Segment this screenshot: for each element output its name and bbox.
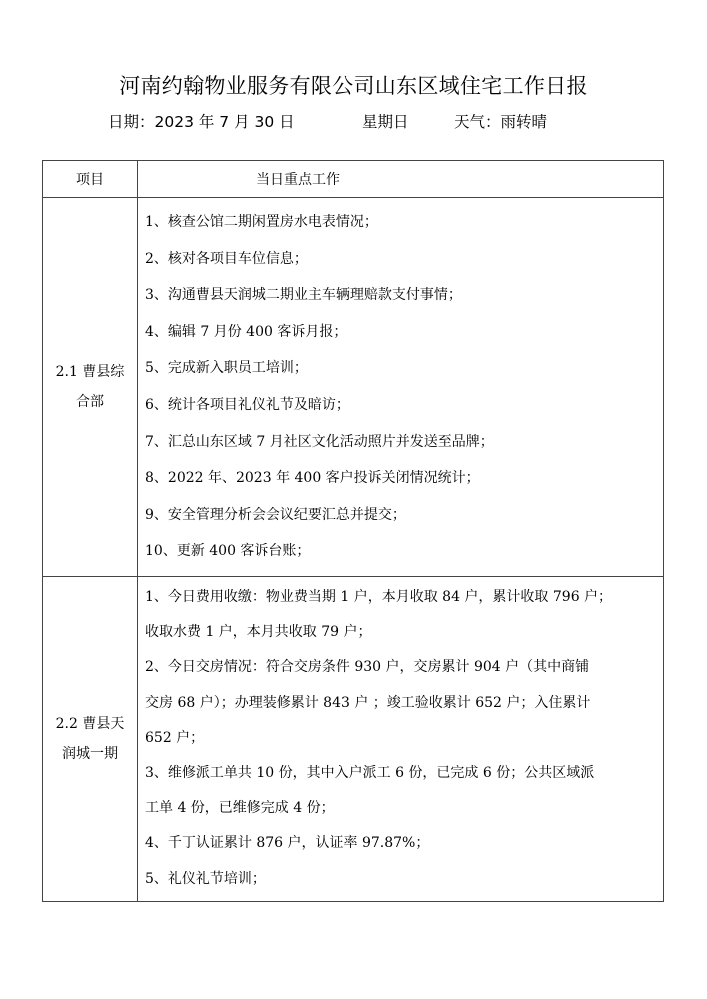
work-line: 4、编辑 7 月份 400 客诉月报； <box>145 323 348 340</box>
header-key-work: 当日重点工作 <box>138 161 664 198</box>
work-line: 10、更新 400 客诉台账； <box>145 543 311 560</box>
table-row <box>43 198 664 577</box>
work-line: 5、完成新入职员工培训； <box>145 360 308 377</box>
table-header-row <box>43 161 664 198</box>
table-row <box>43 576 664 901</box>
work-line: 交房 68 户）；办理装修累计 843 户 ；竣工验收累计 652 户；入住累计 <box>145 694 591 711</box>
section-label <box>43 576 138 901</box>
section-label-line: 合部 <box>76 393 104 410</box>
work-line: 5、礼仪礼节培训； <box>145 870 266 887</box>
work-line: 收取水费 1 户，本月共收取 79 户； <box>145 624 372 641</box>
work-line: 工单 4 份，已维修完成 4 份； <box>145 800 335 817</box>
report-date: 日期：2023 年 7 月 30 日 <box>108 113 295 131</box>
work-line: 2、今日交房情况：符合交房条件 930 户，交房累计 904 户（其中商铺 <box>145 659 590 676</box>
section-work-cell <box>138 576 664 901</box>
work-line: 2、核对各项目车位信息； <box>145 250 308 267</box>
work-line: 8、2022 年、2023 年 400 客户投诉关闭情况统计； <box>145 470 480 487</box>
report-title: 河南约翰物业服务有限公司山东区域住宅工作日报 <box>119 74 588 98</box>
section-label-line: 2.2 曹县天 <box>55 715 125 732</box>
section-label-line: 润城一期 <box>62 745 118 762</box>
section-label-line: 2.1 曹县综 <box>55 363 125 380</box>
report-weather: 天气：雨转晴 <box>454 113 548 131</box>
daily-work-table <box>42 160 664 902</box>
report-weekday: 星期日 <box>362 113 409 131</box>
work-line: 6、统计各项目礼仪礼节及暗访； <box>145 396 350 413</box>
work-line: 3、沟通曹县天润城二期业主车辆理赔款支付事情； <box>145 287 462 304</box>
work-line: 1、核查公馆二期闲置房水电表情况； <box>145 214 378 230</box>
work-line: 3、维修派工单共 10 份，其中入户派工 6 份，已完成 6 份；公共区域派 <box>145 764 595 781</box>
work-line: 7、汇总山东区域 7 月社区文化活动照片并发送至品牌； <box>145 433 494 450</box>
work-line: 9、安全管理分析会会议纪要汇总并提交； <box>145 506 406 523</box>
work-line: 1、今日费用收缴：物业费当期 1 户，本月收取 84 户，累计收取 796 户； <box>145 588 613 605</box>
section-work-cell <box>138 198 664 577</box>
work-line: 4、千丁认证累计 876 户，认证率 97.87%； <box>145 835 430 852</box>
section-label <box>43 198 138 577</box>
header-item: 项目 <box>43 161 138 198</box>
work-line: 652 户； <box>145 729 205 746</box>
